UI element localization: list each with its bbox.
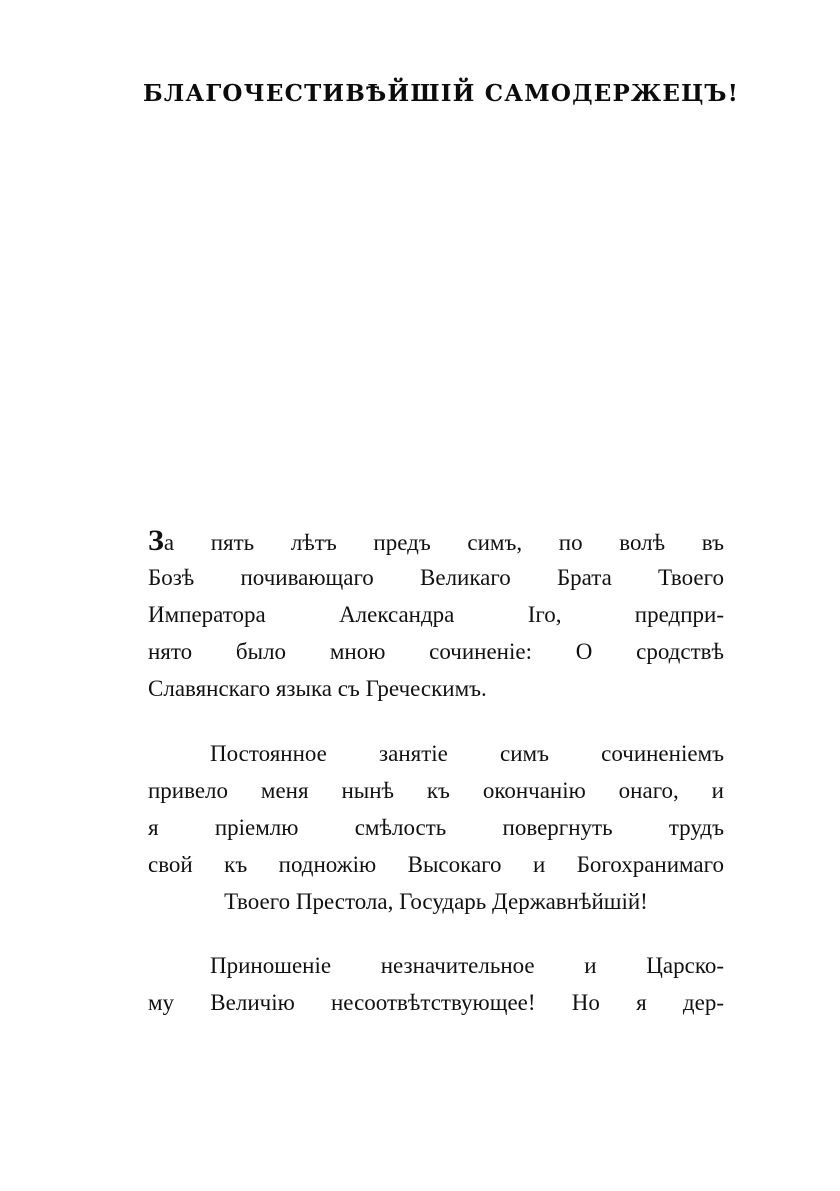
paragraph-line: Постоянное занятіе симъ сочиненіемъ <box>210 741 724 766</box>
paragraph-line: я пріемлю смѣлость повергнуть трудъ <box>148 815 724 840</box>
paragraph-line: Бозѣ почивающаго Великаго Брата Твоего <box>148 565 724 590</box>
paragraph-line: му Величію несоотвѣтствующее! Но я дер- <box>148 990 724 1015</box>
initial-letter: З <box>148 524 164 557</box>
paragraph-line: Славянскаго языка съ Греческимъ. <box>148 676 487 701</box>
line-text: а пять лѣтъ предъ симъ, по волѣ въ <box>163 530 724 555</box>
paragraph-line <box>148 522 724 559</box>
paragraph-line: привело меня нынѣ къ окончанію онаго, и <box>148 778 724 803</box>
paragraph-3 <box>148 947 724 1021</box>
paragraph-line: нято было мною сочиненіе: О сродствѣ <box>148 639 724 664</box>
paragraph-line: Твоего Престола, Государь Державнѣйшій! <box>224 889 648 914</box>
paragraph-line: свой къ подножію Высокаго и Богохранимаго <box>148 852 724 877</box>
paragraph-2 <box>148 735 724 920</box>
paragraph-line: Приношеніе незначительное и Царско- <box>210 953 724 978</box>
page-heading: БЛАГОЧЕСТИВѢЙШІЙ САМОДЕРЖЕЦЪ! <box>143 80 740 107</box>
paragraph-line: Императора Александра Iго, предпри- <box>148 602 724 627</box>
paragraph-1 <box>148 522 724 707</box>
